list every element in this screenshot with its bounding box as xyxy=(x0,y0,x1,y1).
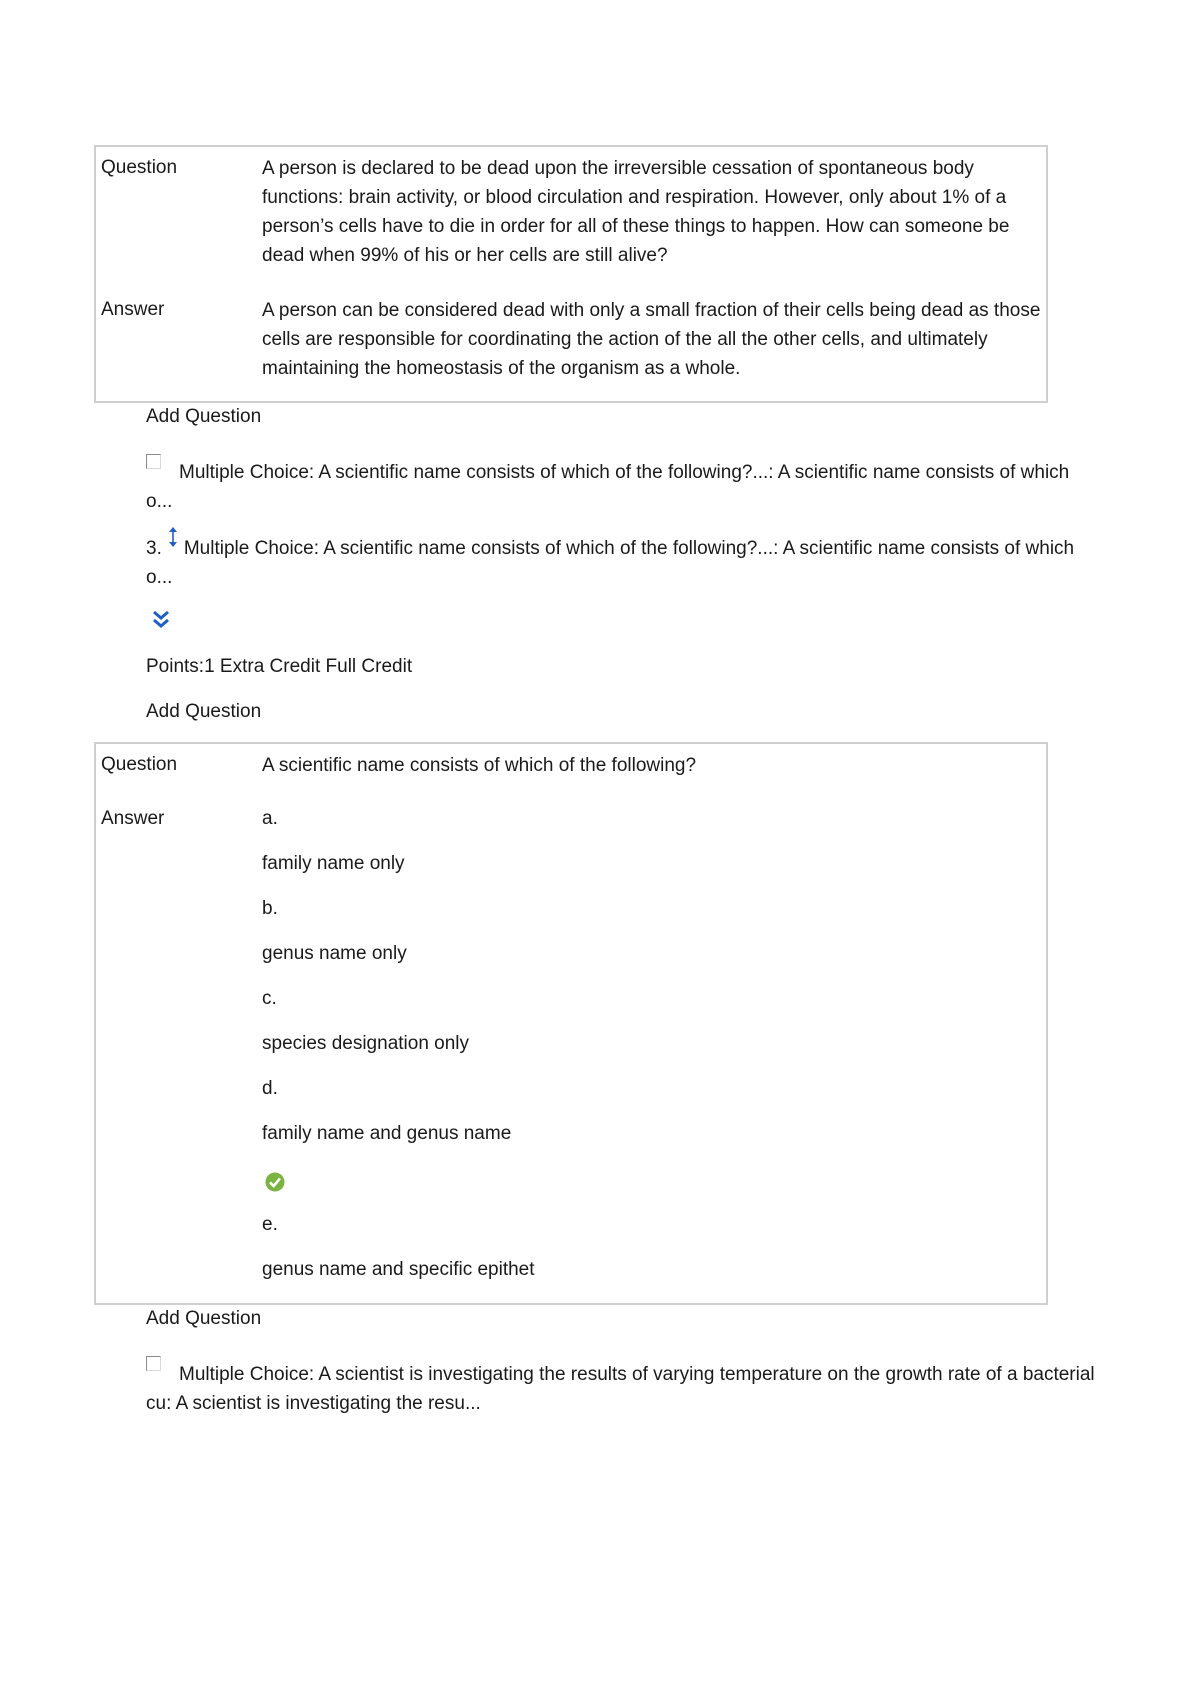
select-checkbox[interactable] xyxy=(146,1356,161,1371)
up-down-arrow-icon[interactable] xyxy=(168,526,178,557)
answer-label: Answer xyxy=(101,299,165,320)
add-question-link[interactable]: Add Question xyxy=(146,1308,262,1329)
question-item-text: Multiple Choice: A scientist is investigating the results of varying temperature on the growth rate of a bacterial cu: A scientist is investigating the resu... xyxy=(146,1364,1095,1414)
double-chevron-down-icon[interactable] xyxy=(152,610,170,636)
option-letter: e. xyxy=(262,1214,278,1235)
question-text: A person is declared to be dead upon the irreversible cessation of spontaneous body functions: brain activity, or blood circulation and respiration. However, only about 1% of a person’s cells have to die in order for all of these things to happen. How can someone be dead when 99% of his or her cells are still alive? xyxy=(262,158,1010,266)
option-letter: a. xyxy=(262,808,278,829)
question-label: Question xyxy=(101,157,178,178)
option-text: family name and genus name xyxy=(262,1123,512,1144)
points-info: Points:1 Extra Credit Full Credit xyxy=(146,656,413,677)
option-letter: b. xyxy=(262,898,278,919)
question-number: 3. xyxy=(146,538,162,559)
question-list-item[interactable] xyxy=(146,458,1096,516)
question-item-text: Multiple Choice: A scientific name consists of which of the following?...: A scientific name consists of which o... xyxy=(146,538,1075,588)
question-label: Question xyxy=(101,754,178,775)
question-text: A scientific name consists of which of the following? xyxy=(262,755,697,776)
answer-label: Answer xyxy=(101,808,165,829)
option-text: genus name and specific epithet xyxy=(262,1259,535,1280)
question-box-1 xyxy=(94,145,1048,403)
question-box-2 xyxy=(94,742,1048,1305)
add-question-link[interactable]: Add Question xyxy=(146,406,262,427)
question-list-item-3[interactable] xyxy=(146,534,1096,592)
question-list-item[interactable] xyxy=(146,1360,1096,1418)
option-text: family name only xyxy=(262,853,405,874)
select-checkbox[interactable] xyxy=(146,454,161,469)
answer-text: A person can be considered dead with only a small fraction of their cells being dead as those cells are responsible for coordinating the action of the all the other cells, and ultimately maintaining the homeostasis of the organism as a whole. xyxy=(262,300,1041,379)
question-item-text: Multiple Choice: A scientific name consists of which of the following?...: A scientific name consists of which o... xyxy=(146,462,1070,512)
option-letter: d. xyxy=(262,1078,278,1099)
option-letter: c. xyxy=(262,988,277,1009)
green-check-icon xyxy=(265,1172,285,1198)
option-text: species designation only xyxy=(262,1033,470,1054)
option-text: genus name only xyxy=(262,943,407,964)
add-question-link[interactable]: Add Question xyxy=(146,701,262,722)
